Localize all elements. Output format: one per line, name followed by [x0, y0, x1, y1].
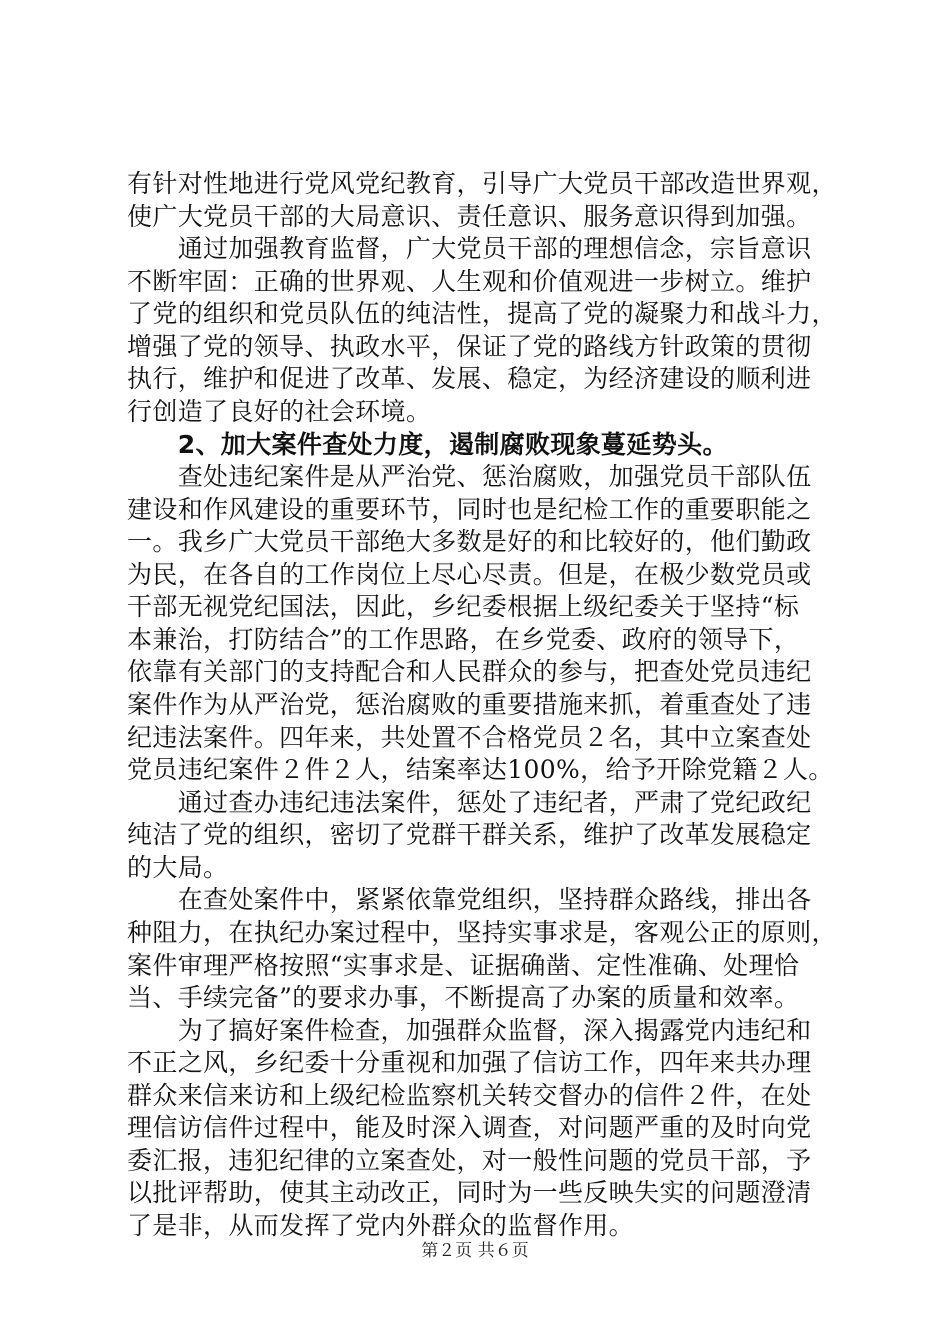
- body-text-line: 通过查办违纪违法案件，惩处了违纪者，严肃了党纪政纪: [127, 788, 812, 817]
- body-text-line: 有针对性地进行党风党纪教育，引导广大党员干部改造世界观，: [127, 169, 837, 198]
- body-text-line: 使广大党员干部的大局意识、责任意识、服务意识得到加强。: [127, 202, 812, 231]
- body-text-line: 增强了党的领导、执政水平，保证了党的路线方针政策的贯彻: [127, 332, 812, 361]
- body-text-line: 依靠有关部门的支持配合和人民群众的参与，把查处党员违纪: [127, 657, 812, 686]
- body-text-line: 纯洁了党的组织，密切了党群干群关系，维护了改革发展稳定: [127, 820, 812, 849]
- body-text-line: 当、手续完备”的要求办事，不断提高了办案的质量和效率。: [127, 983, 800, 1012]
- body-text-line: 干部无视党纪国法，因此，乡纪委根据上级纪委关于坚持“标: [127, 592, 800, 621]
- body-text-line: 为了搞好案件检查，加强群众监督，深入揭露党内违纪和: [127, 1016, 812, 1045]
- body-text-line: 为民，在各自的工作岗位上尽心尽责。但是，在极少数党员或: [127, 560, 812, 589]
- body-text-line: 行创造了良好的社会环境。: [127, 397, 432, 426]
- body-text-line: 一。我乡广大党员干部绝大多数是好的和比较好的，他们勤政: [127, 527, 812, 556]
- body-text-line: 纪违法案件。四年来，共处置不合格党员２名，其中立案查处: [127, 723, 812, 752]
- body-text-line: 案件审理严格按照“实事求是、证据确凿、定性准确、处理恰: [127, 951, 800, 980]
- body-text-line: 通过加强教育监督，广大党员干部的理想信念，宗旨意识: [127, 234, 812, 263]
- body-text-line: 理信访信件过程中，能及时深入调查，对问题严重的及时向党: [127, 1113, 812, 1142]
- section-heading: 2、加大案件查处力度，遏制腐败现象蔓延势头。: [127, 430, 728, 459]
- body-text-line: 了党的组织和党员队伍的纯洁性，提高了党的凝聚力和战斗力，: [127, 299, 837, 328]
- body-text-line: 在查处案件中，紧紧依靠党组织，坚持群众路线，排出各: [127, 885, 812, 914]
- body-text-line: 本兼治，打防结合”的工作思路，在乡党委、政府的领导下，: [127, 625, 800, 654]
- body-text-line: 以批评帮助，使其主动改正，同时为一些反映失实的问题澄清: [127, 1178, 812, 1207]
- body-text-line: 建设和作风建设的重要环节，同时也是纪检工作的重要职能之: [127, 495, 812, 524]
- body-text-line: 不正之风，乡纪委十分重视和加强了信访工作，四年来共办理: [127, 1048, 812, 1077]
- body-text-line: 种阻力，在执纪办案过程中，坚持实事求是，客观公正的原则，: [127, 918, 837, 947]
- body-text-line: 的大局。: [127, 853, 229, 882]
- body-text-line: 不断牢固：正确的世界观、人生观和价值观进一步树立。维护: [127, 267, 812, 296]
- body-text-line: 执行，维护和促进了改革、发展、稳定，为经济建设的顺利进: [127, 364, 812, 393]
- page-footer: 第２页 共６页: [421, 1241, 529, 1261]
- body-text-line: 案件作为从严治党，惩治腐败的重要措施来抓，着重查处了违: [127, 690, 812, 719]
- body-text-line: 党员违纪案件２件２人，结案率达100%，给予开除党籍２人。: [127, 755, 834, 784]
- body-text-line: 了是非，从而发挥了党内外群众的监督作用。: [127, 1211, 635, 1240]
- body-text-line: 委汇报，违犯纪律的立案查处，对一般性问题的党员干部，予: [127, 1146, 812, 1175]
- body-text-line: 查处违纪案件是从严治党、惩治腐败，加强党员干部队伍: [127, 462, 812, 491]
- body-text-line: 群众来信来访和上级纪检监察机关转交督办的信件２件，在处: [127, 1081, 812, 1110]
